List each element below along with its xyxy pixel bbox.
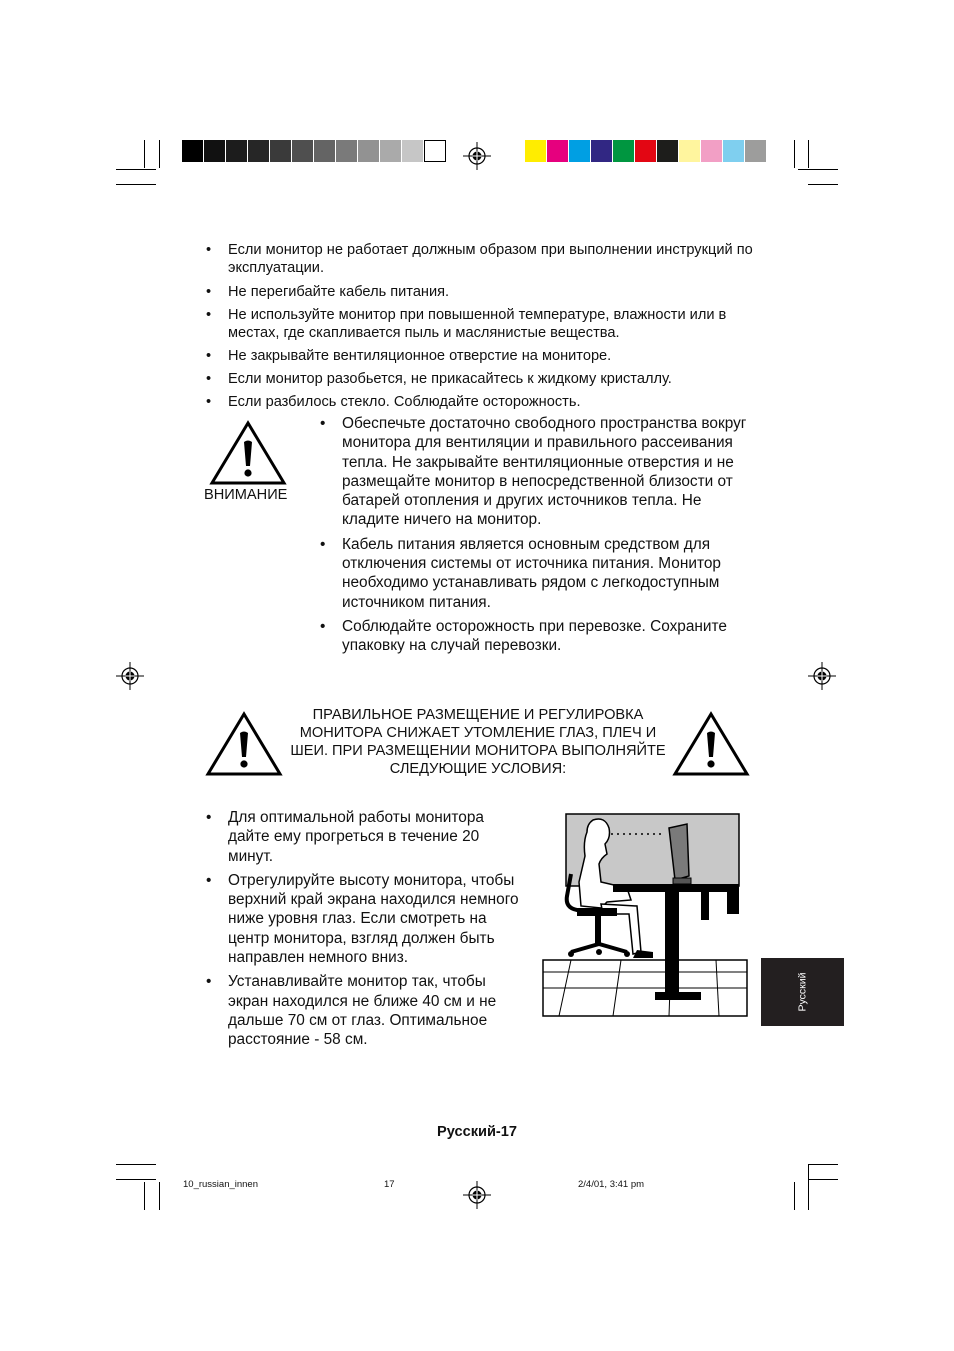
color-swatch xyxy=(424,140,446,162)
caution-label: ВНИМАНИЕ xyxy=(204,487,288,503)
caution-list xyxy=(318,414,758,656)
color-swatch xyxy=(402,140,424,162)
color-swatch xyxy=(204,140,226,162)
language-tab xyxy=(761,958,844,1026)
list-item: • Отрегулируйте высоту монитора, чтобы верхний край экрана находился немного ниже уровня глаз. Если смотреть на центр монитора, взгляд должен быть направлен немного вниз. xyxy=(204,871,526,967)
color-swatch xyxy=(657,140,679,162)
list-item: • Кабель питания является основным средством для отключения системы от источника питания. Монитор необходимо устанавливать рядом с легкодоступным источником питания. xyxy=(318,535,758,612)
color-swatch xyxy=(182,140,204,162)
color-swatch xyxy=(336,140,358,162)
color-swatch xyxy=(248,140,270,162)
warning-triangle-icon xyxy=(205,711,283,777)
color-swatch xyxy=(358,140,380,162)
list-item: • Для оптимальной работы монитора дайте ему прогреться в течение 20 минут. xyxy=(204,808,526,866)
warning-triangle-icon xyxy=(672,711,750,777)
color-swatch xyxy=(569,140,591,162)
page-number: Русский-17 xyxy=(436,1124,518,1140)
registration-mark-icon xyxy=(463,1181,491,1209)
slug-page: 17 xyxy=(384,1179,395,1190)
slug-date: 2/4/01, 3:41 pm xyxy=(578,1179,645,1190)
color-swatch xyxy=(635,140,657,162)
color-bar xyxy=(525,140,767,162)
list-item: • Обеспечьте достаточно свободного пространства вокруг монитора для вентиляции и правильного рассеивания тепла. Не закрывайте вентиляционные отверстия и не размещайте монитор в непосредственной близости от батарей отопления и других источников тепла. Не кладите ничего на монитор. xyxy=(318,414,758,530)
color-swatch xyxy=(591,140,613,162)
color-swatch xyxy=(679,140,701,162)
registration-mark-icon xyxy=(463,142,491,170)
color-swatch xyxy=(745,140,767,162)
color-swatch xyxy=(292,140,314,162)
color-swatch xyxy=(380,140,402,162)
registration-mark-icon xyxy=(808,662,836,690)
list-item: • Если монитор разобьется, не прикасайтесь к жидкому кристаллу. xyxy=(204,370,754,388)
color-swatch xyxy=(547,140,569,162)
color-swatch xyxy=(701,140,723,162)
warning-triangle-icon xyxy=(209,420,287,486)
color-swatch xyxy=(314,140,336,162)
registration-mark-icon xyxy=(116,662,144,690)
list-item: • Если монитор не работает должным образом при выполнении инструкций по эксплуатации. xyxy=(204,241,754,277)
color-swatch xyxy=(270,140,292,162)
color-swatch xyxy=(613,140,635,162)
placement-list xyxy=(204,808,526,1050)
slug-filename: 10_russian_innen xyxy=(183,1179,259,1190)
list-item: • Устанавливайте монитор так, чтобы экран находился не ближе 40 см и не дальше 70 см от глаз. Оптимальное расстояние - 58 см. xyxy=(204,972,526,1049)
precautions-list xyxy=(204,241,754,411)
color-swatch xyxy=(525,140,547,162)
color-swatch xyxy=(723,140,745,162)
list-item: • Если разбилось стекло. Соблюдайте осторожность. xyxy=(204,393,754,411)
grayscale-bar xyxy=(182,140,446,162)
ergonomics-notice: ПРАВИЛЬНОЕ РАЗМЕЩЕНИЕ И РЕГУЛИРОВКА МОНИТОРА СНИЖАЕТ УТОМЛЕНИЕ ГЛАЗ, ПЛЕЧ И ШЕИ. ПРИ РАЗМЕЩЕНИИ МОНИТОРА ВЫПОЛНЯЙТЕ СЛЕДУЮЩИЕ УСЛОВИЯ: xyxy=(290,707,666,777)
language-tab-label: Русский xyxy=(796,972,809,1012)
list-item: • Соблюдайте осторожность при перевозке. Сохраните упаковку на случай перевозки. xyxy=(318,617,758,656)
list-item: • Не перегибайте кабель питания. xyxy=(204,283,754,301)
list-item: • Не закрывайте вентиляционное отверстие на мониторе. xyxy=(204,347,754,365)
workstation-illustration xyxy=(541,812,749,1018)
list-item: • Не используйте монитор при повышенной температуре, влажности или в местах, где скапливается пыль и маслянистые вещества. xyxy=(204,306,754,342)
color-swatch xyxy=(226,140,248,162)
